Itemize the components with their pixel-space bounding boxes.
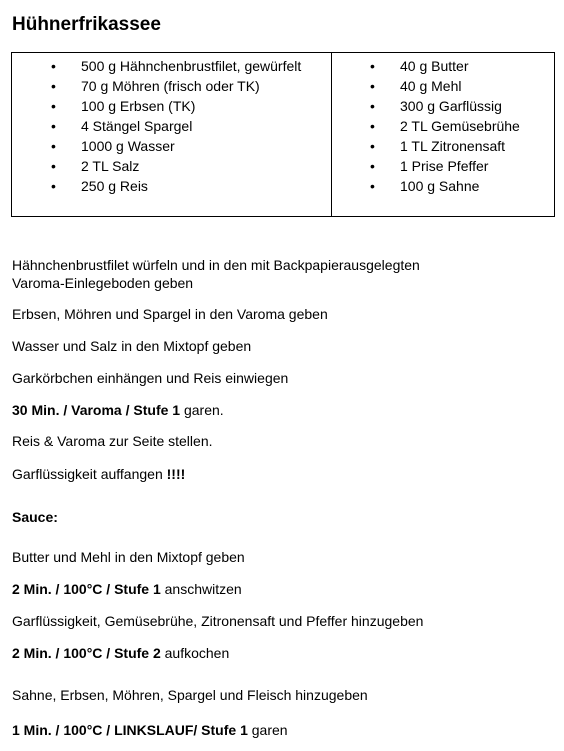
sauce-heading-text: Sauce: xyxy=(12,509,58,525)
ingredient-right-item xyxy=(332,116,520,136)
step-12: Sahne, Erbsen, Möhren, Spargel und Fleisch hinzugeben xyxy=(12,687,368,703)
step-9 xyxy=(12,580,242,598)
ingredient-right-item xyxy=(332,156,520,176)
ingredients-list-left xyxy=(12,56,301,196)
bullet-icon: • xyxy=(51,98,56,114)
ingredient-right-item xyxy=(332,96,520,116)
ingredient-right-item xyxy=(332,176,520,196)
bullet-icon: • xyxy=(370,138,375,154)
ingredient-left-item-text: 500 g Hähnchenbrustfilet, gewürfelt xyxy=(81,58,302,74)
ingredient-left-item xyxy=(12,176,301,196)
bullet-icon: • xyxy=(51,58,56,74)
ingredient-left-item-text: 1000 g Wasser xyxy=(81,138,175,154)
bullet-icon: • xyxy=(51,138,56,154)
ingredient-left-item xyxy=(12,76,301,96)
bullet-icon: • xyxy=(370,58,375,74)
ingredient-left-item-text: 250 g Reis xyxy=(81,178,148,194)
ingredient-left-item xyxy=(12,56,301,76)
bullet-icon: • xyxy=(370,78,375,94)
ingredient-right-item xyxy=(332,76,520,96)
step-13-settings: 1 Min. / 100°C / LINKSLAUF/ Stufe 1 xyxy=(12,722,248,738)
bullet-icon: • xyxy=(370,98,375,114)
step-5-speed: Stufe 1 xyxy=(133,402,181,418)
sauce-heading xyxy=(12,508,58,526)
step-8: Butter und Mehl in den Mixtopf geben xyxy=(12,549,245,565)
step-11 xyxy=(12,644,229,662)
step-3: Wasser und Salz in den Mixtopf geben xyxy=(12,338,252,354)
bullet-icon: • xyxy=(370,178,375,194)
step-11-action: aufkochen xyxy=(160,645,230,661)
step-11-settings: 2 Min. / 100°C / Stufe 2 xyxy=(12,645,161,661)
ingredient-right-item-text: 100 g Sahne xyxy=(400,178,480,194)
ingredients-table xyxy=(11,52,555,217)
step-13-action: garen xyxy=(247,722,288,738)
ingredient-right-item-text: 40 g Mehl xyxy=(400,78,462,94)
bullet-icon: • xyxy=(51,78,56,94)
step-5 xyxy=(12,401,224,419)
step-13 xyxy=(12,721,288,739)
bullet-icon: • xyxy=(51,118,56,134)
ingredient-left-item xyxy=(12,156,301,176)
ingredient-right-item-text: 1 TL Zitronensaft xyxy=(400,138,506,154)
step-4: Garkörbchen einhängen und Reis einwiegen xyxy=(12,370,289,386)
ingredient-left-item xyxy=(12,136,301,156)
ingredients-column-right xyxy=(332,53,554,216)
ingredient-left-item xyxy=(12,96,301,116)
step-1-line-1: Hähnchenbrustfilet würfeln und in den mit Backpapierausgelegten xyxy=(12,257,420,273)
ingredient-right-item xyxy=(332,56,520,76)
step-7-text: Garflüssigkeit auffangen xyxy=(12,466,167,482)
ingredient-right-item-text: 300 g Garflüssig xyxy=(400,98,502,114)
ingredient-left-item-text: 70 g Möhren (frisch oder TK) xyxy=(81,78,260,94)
ingredient-right-item-text: 40 g Butter xyxy=(400,58,469,74)
ingredient-left-item-text: 100 g Erbsen (TK) xyxy=(81,98,196,114)
ingredients-column-left xyxy=(12,53,332,216)
ingredient-right-item-text: 2 TL Gemüsebrühe xyxy=(400,118,520,134)
ingredient-right-item xyxy=(332,136,520,156)
step-10: Garflüssigkeit, Gemüsebrühe, Zitronensaft und Pfeffer hinzugeben xyxy=(12,613,424,629)
recipe-title: Hühnerfrikassee xyxy=(12,14,161,35)
step-9-settings: 2 Min. / 100°C / Stufe 1 xyxy=(12,581,161,597)
bullet-icon: • xyxy=(51,158,56,174)
step-6: Reis & Varoma zur Seite stellen. xyxy=(12,433,213,449)
step-5-action: garen. xyxy=(180,402,224,418)
ingredients-list-right xyxy=(332,56,520,196)
ingredient-right-item-text: 1 Prise Pfeffer xyxy=(400,158,489,174)
ingredient-left-item-text: 2 TL Salz xyxy=(81,158,140,174)
bullet-icon: • xyxy=(370,158,375,174)
step-7 xyxy=(12,465,185,483)
ingredient-left-item xyxy=(12,116,301,136)
bullet-icon: • xyxy=(370,118,375,134)
step-9-action: anschwitzen xyxy=(160,581,242,597)
bullet-icon: • xyxy=(51,178,56,194)
step-5-settings: 30 Min. / Varoma / xyxy=(12,402,134,418)
ingredient-left-item-text: 4 Stängel Spargel xyxy=(81,118,193,134)
step-2: Erbsen, Möhren und Spargel in den Varoma geben xyxy=(12,306,328,322)
step-7-emphasis: !!!! xyxy=(166,466,186,482)
step-1-line-2: Varoma-Einlegeboden geben xyxy=(12,275,194,291)
